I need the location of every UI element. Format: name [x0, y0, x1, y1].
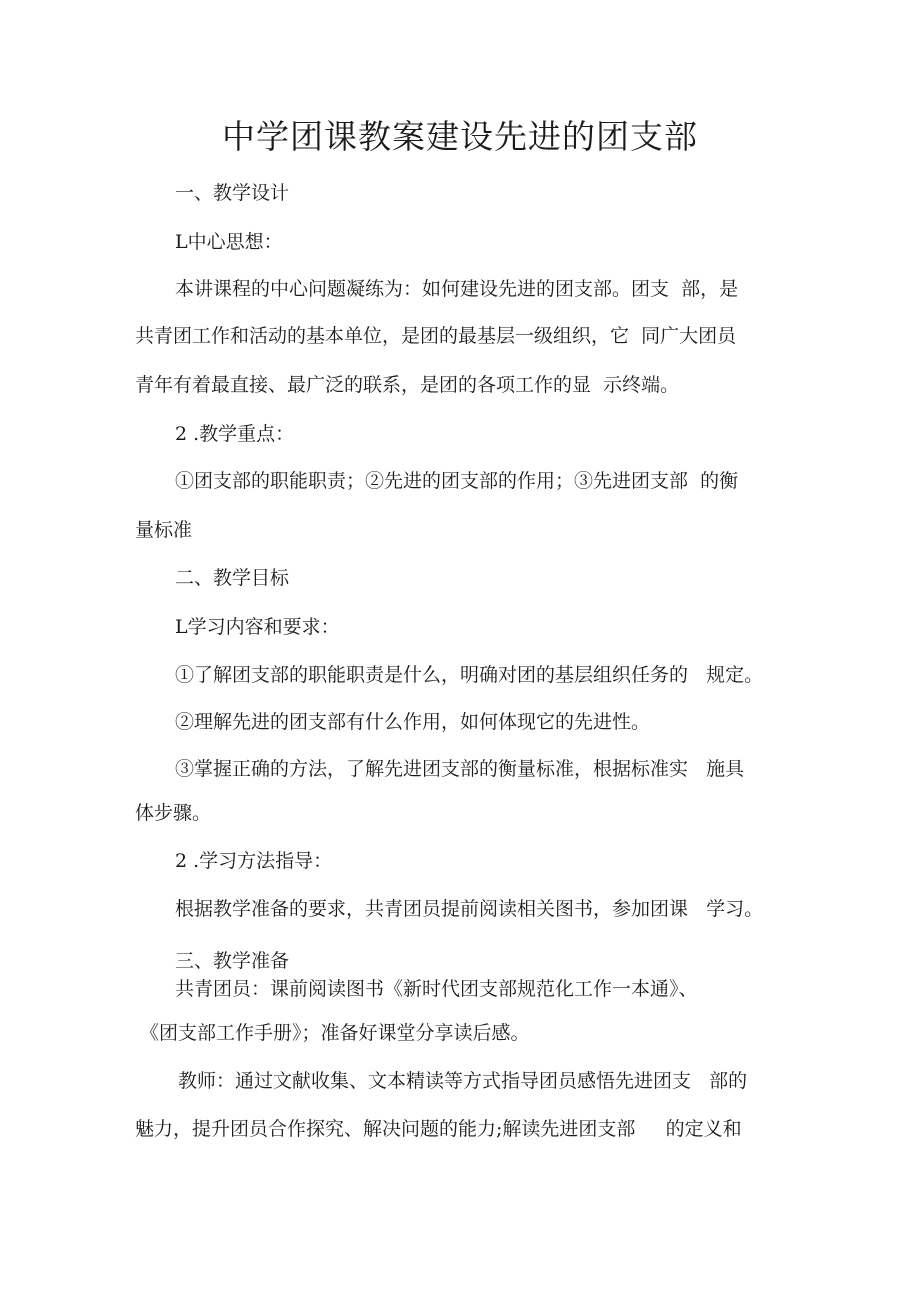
- subheading-key-points: 2 .教学重点：: [175, 423, 295, 445]
- paragraph-line: 魅力，提升团员合作探究、解决问题的能力;解读先进团支部 的定义和: [135, 1118, 742, 1140]
- subheading-study-methods: 2 .学习方法指导：: [175, 850, 333, 872]
- section-heading-teaching-goals: 二、教学目标: [175, 567, 290, 589]
- paragraph-line: 教师：通过文献收集、文本精读等方式指导团员感悟先进团支 部的: [178, 1070, 748, 1092]
- paragraph-line: ①团支部的职能职责；②先进的团支部的作用；③先进团支部 的衡: [175, 470, 739, 492]
- subheading-central-idea: L中心思想：: [175, 231, 283, 253]
- paragraph-line: 本讲课程的中心问题凝练为：如何建设先进的团支部。团支 部，是: [175, 278, 739, 300]
- paragraph-line: ②理解先进的团支部有什么作用，如何体现它的先进性。: [175, 711, 651, 733]
- paragraph-line: ③掌握正确的方法，了解先进团支部的衡量标准，根据标准实 施具: [175, 758, 745, 780]
- paragraph-line: 共青团工作和活动的基本单位，是团的最基层一级组织，它 同广大团员: [135, 325, 737, 347]
- subheading-learning-content: L学习内容和要求：: [175, 616, 340, 638]
- document-title: 中学团课教案建设先进的团支部: [222, 117, 698, 156]
- paragraph-line: 《团支部工作手册》；准备好课堂分享读后感。: [140, 1022, 530, 1044]
- paragraph-line: ①了解团支部的职能职责是什么，明确对团的基层组织任务的 规定。: [175, 664, 764, 686]
- paragraph-line: 量标准: [135, 519, 193, 541]
- paragraph-line: 根据教学准备的要求，共青团员提前阅读相关图书，参加团课 学习。: [175, 898, 764, 920]
- paragraph-line: 体步骤。: [135, 802, 212, 824]
- section-heading-teaching-design: 一、教学设计: [175, 182, 290, 204]
- paragraph-line: 青年有着最直接、最广泛的联系，是团的各项工作的显 示终端。: [135, 374, 680, 396]
- paragraph-line: 共青团员：课前阅读图书《新时代团支部规范化工作一本通》、: [175, 978, 698, 1000]
- section-heading-teaching-preparation: 三、教学准备: [175, 950, 290, 972]
